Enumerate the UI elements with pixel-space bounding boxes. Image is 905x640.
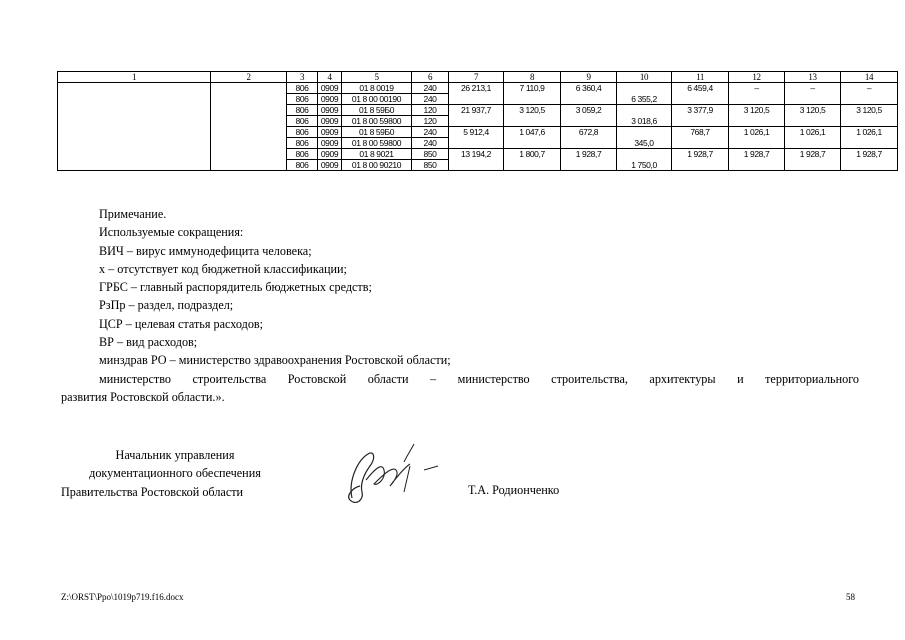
value-cell: 1 026,1 [729,127,785,149]
grbs-cell: 806 [287,105,318,116]
abbreviation-item: ВИЧ – вирус иммунодефицита человека; [99,243,312,258]
value-cell: 1 800,7 [504,149,561,171]
rzpr-cell: 0909 [318,105,342,116]
budget-table [57,71,898,171]
value-cell: 1 750,0 [617,149,672,171]
grbs-cell: 806 [287,138,318,149]
value-cell: 3 018,6 [617,105,672,127]
grbs-cell: 806 [287,160,318,171]
csr-cell: 01 8 00 00190 [342,94,412,105]
col-header-1: 1 [58,72,211,83]
vr-cell: 240 [412,138,449,149]
value-cell: – [785,83,841,105]
col-header-4: 4 [318,72,342,83]
value-cell: 3 120,5 [785,105,841,127]
rzpr-cell: 0909 [318,149,342,160]
handwritten-signature [330,440,450,512]
responsible-cell [211,83,287,171]
csr-cell: 01 8 00 59800 [342,116,412,127]
csr-cell: 01 8 9021 [342,149,412,160]
value-cell: 6 360,4 [561,83,617,105]
notes-title: Примечание. [99,207,167,221]
csr-cell: 01 8 59Б0 [342,127,412,138]
value-cell: 3 120,5 [729,105,785,127]
abbreviation-item: минздрав РО – министерство здравоохранения Ростовской области; [99,353,451,368]
value-cell: – [841,83,898,105]
value-cell: 1 026,1 [785,127,841,149]
vr-cell: 850 [412,160,449,171]
position-line: документационного обеспечения [89,466,261,481]
file-path: Z:\ORST\Ppo\1019p719.f16.docx [61,592,184,602]
col-header-8: 8 [504,72,561,83]
vr-cell: 850 [412,149,449,160]
value-cell: 1 928,7 [672,149,729,171]
vr-cell: 240 [412,127,449,138]
value-cell: 1 928,7 [729,149,785,171]
value-cell: – [729,83,785,105]
value-cell: 5 912,4 [449,127,504,149]
grbs-cell: 806 [287,94,318,105]
col-header-14: 14 [841,72,898,83]
value-cell: 13 194,2 [449,149,504,171]
abbreviation-item: х – отсутствует код бюджетной классификации; [99,261,347,276]
value-cell: 26 213,1 [449,83,504,105]
grbs-cell: 806 [287,149,318,160]
col-header-11: 11 [672,72,729,83]
value-cell: 3 377,9 [672,105,729,127]
value-cell: 1 928,7 [841,149,898,171]
abbreviation-item: ЦСР – целевая статья расходов; [99,316,264,331]
col-header-7: 7 [449,72,504,83]
value-cell: 6 355,2 [617,83,672,105]
value-cell: 1 047,6 [504,127,561,149]
col-header-13: 13 [785,72,841,83]
value-cell: 3 120,5 [841,105,898,127]
value-cell: 672,8 [561,127,617,149]
vr-cell: 240 [412,83,449,94]
grbs-cell: 806 [287,116,318,127]
abbreviation-item: ГРБС – главный распорядитель бюджетных средств; [99,280,372,295]
signatory-name: Т.А. Родионченко [468,483,560,497]
position-line: Правительства Ростовской области [61,484,244,499]
col-header-12: 12 [729,72,785,83]
col-header-5: 5 [342,72,412,83]
value-cell: 21 937,7 [449,105,504,127]
csr-cell: 01 8 00 59800 [342,138,412,149]
rzpr-cell: 0909 [318,138,342,149]
vr-cell: 120 [412,116,449,127]
value-cell: 3 059,2 [561,105,617,127]
value-cell: 3 120,5 [504,105,561,127]
csr-cell: 01 8 00 90210 [342,160,412,171]
table-row [58,83,898,94]
value-cell: 7 110,9 [504,83,561,105]
program-cell [58,83,211,171]
rzpr-cell: 0909 [318,94,342,105]
vr-cell: 240 [412,94,449,105]
notes-intro: Используемые сокращения: [99,225,244,240]
page-number: 58 [846,592,855,602]
abbreviation-item: ВР – вид расходов; [99,335,198,350]
col-header-9: 9 [561,72,617,83]
value-cell: 345,0 [617,127,672,149]
grbs-cell: 806 [287,83,318,94]
value-cell: 768,7 [672,127,729,149]
col-header-3: 3 [287,72,318,83]
value-cell: 1 026,1 [841,127,898,149]
csr-cell: 01 8 59Б0 [342,105,412,116]
col-header-2: 2 [211,72,287,83]
notes-section [61,205,859,406]
abbreviation-item: РзПр – раздел, подраздел; [99,298,234,313]
position-line: Начальник управления [115,448,235,462]
value-cell: 1 928,7 [561,149,617,171]
value-cell: 1 928,7 [785,149,841,171]
rzpr-cell: 0909 [318,127,342,138]
col-header-6: 6 [412,72,449,83]
rzpr-cell: 0909 [318,116,342,127]
value-cell: 6 459,4 [672,83,729,105]
csr-cell: 01 8 0019 [342,83,412,94]
grbs-cell: 806 [287,127,318,138]
abbreviation-item-last-line1: министерство строительства Ростовской области – министерство строительства, архитектуры и территориального [99,371,859,386]
signatory-position [61,446,289,501]
rzpr-cell: 0909 [318,160,342,171]
vr-cell: 120 [412,105,449,116]
rzpr-cell: 0909 [318,83,342,94]
col-header-10: 10 [617,72,672,83]
table-header-row [58,72,898,83]
abbreviation-item-last-line2: развития Ростовской области.». [61,389,225,404]
